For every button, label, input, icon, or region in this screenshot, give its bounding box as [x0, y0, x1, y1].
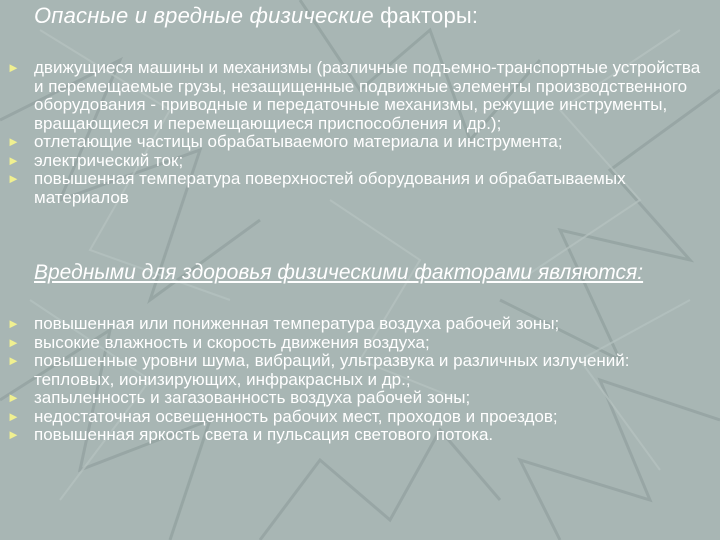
bullet-arrow-icon: ►	[7, 60, 20, 75]
list-item-text: движущиеся машины и механизмы (различные подъемно-транспортные устройства и перемещаемые грузы, незащищенные подвижные элементы производственного оборудования - приводные и передаточные механизмы, режущие инструменты, вращающиеся и перемещающиеся приспособления и др.);	[34, 58, 701, 133]
bullet-arrow-icon: ►	[7, 152, 20, 168]
harmful-factors-list	[0, 315, 720, 445]
slide-title-italic: Опасные и вредные физические	[34, 3, 374, 28]
list-item-text: электрический ток;	[34, 150, 184, 170]
list-item-text: повышенные уровни шума, вибраций, ультразвука и различных излучений: тепловых, ионизирующих, инфракрасных и др.;	[34, 351, 630, 389]
list-item	[0, 152, 720, 171]
slide-title-rest: факторы:	[373, 3, 479, 28]
section-heading: Вредными для здоровья физическими факторами являются:	[34, 261, 644, 284]
bullet-arrow-icon: ►	[7, 390, 20, 405]
bullet-arrow-icon: ►	[7, 334, 20, 350]
list-item-text: недостаточная освещенность рабочих мест, проходов и проездов;	[34, 406, 558, 426]
list-item-text: повышенная температура поверхностей оборудования и обрабатываемых материалов	[34, 169, 626, 207]
list-item	[0, 352, 720, 389]
list-item	[0, 315, 720, 334]
hazard-factors-list	[0, 59, 720, 207]
bullet-arrow-icon: ►	[7, 353, 20, 368]
slide-title	[34, 3, 478, 29]
list-item	[0, 59, 720, 133]
bullet-arrow-icon: ►	[7, 427, 20, 442]
list-item	[0, 133, 720, 152]
list-item	[0, 426, 720, 445]
list-item-text: повышенная или пониженная температура воздуха рабочей зоны;	[34, 314, 560, 333]
list-item-text: запыленность и загазованность воздуха рабочей зоны;	[34, 388, 471, 407]
list-item	[0, 334, 720, 353]
list-item-text: повышенная яркость света и пульсация светового потока.	[34, 425, 494, 444]
bullet-arrow-icon: ►	[7, 316, 20, 331]
list-item	[0, 408, 720, 427]
bullet-arrow-icon: ►	[7, 171, 20, 186]
bullet-arrow-icon: ►	[7, 408, 20, 424]
list-item	[0, 389, 720, 408]
list-item-text: высокие влажность и скорость движения воздуха;	[34, 332, 430, 352]
list-item-text: отлетающие частицы обрабатываемого материала и инструмента;	[34, 132, 563, 151]
bullet-arrow-icon: ►	[7, 134, 20, 149]
list-item	[0, 170, 720, 207]
